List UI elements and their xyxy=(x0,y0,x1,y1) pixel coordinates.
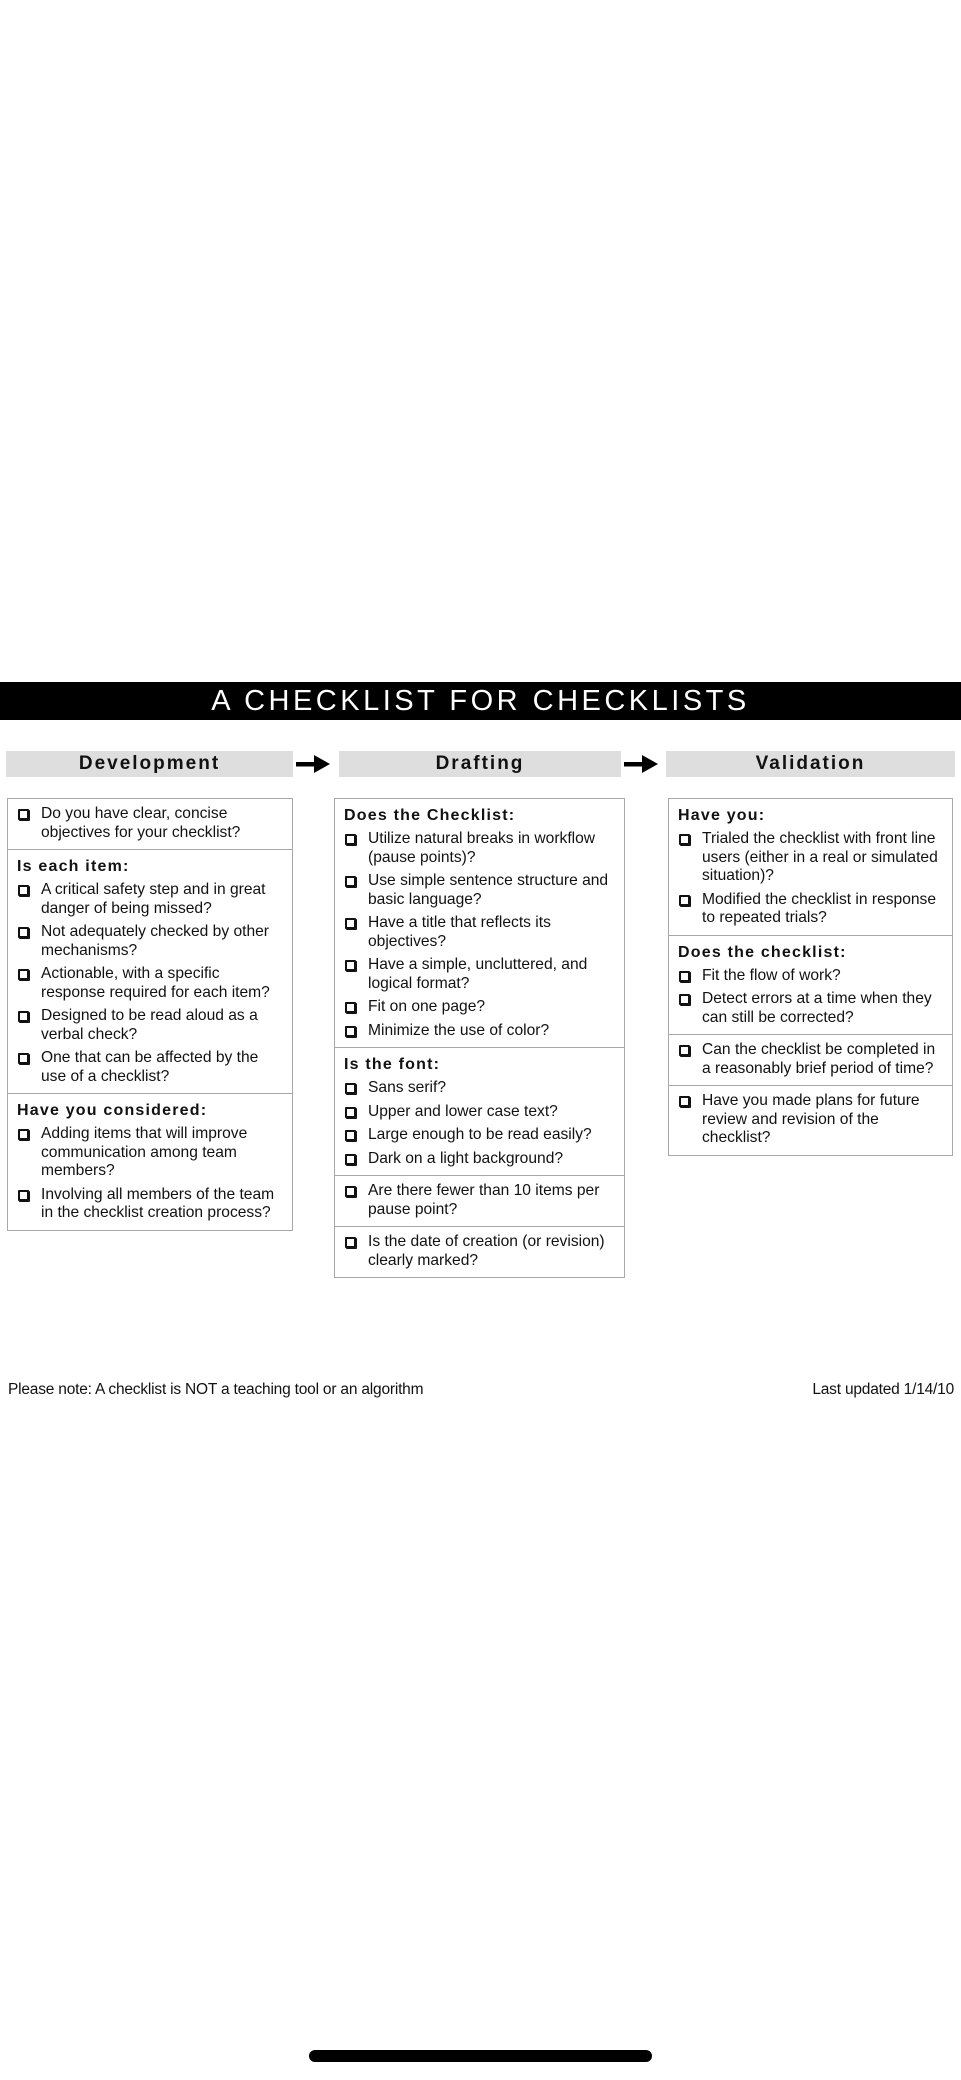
checkbox-icon[interactable] xyxy=(18,969,29,980)
checkbox-icon[interactable] xyxy=(679,1096,690,1107)
drafting-section-font xyxy=(335,1048,624,1176)
checklist-item[interactable]: Use simple sentence structure and basic language? xyxy=(343,872,616,909)
checklist-item[interactable]: Can the checklist be completed in a reasonably brief period of time? xyxy=(677,1041,944,1078)
drafting-section-date xyxy=(335,1227,624,1277)
phase-header-validation: Validation xyxy=(666,751,955,777)
checklist-item[interactable]: Do you have clear, concise objectives for your checklist? xyxy=(16,805,284,842)
drafting-column xyxy=(334,798,625,1278)
validation-section-have-you xyxy=(669,799,952,936)
checklist-item[interactable]: Have a title that reflects its objectives? xyxy=(343,914,616,951)
footer-note: Please note: A checklist is NOT a teaching tool or an algorithm xyxy=(8,1381,424,1398)
checkbox-icon[interactable] xyxy=(679,971,690,982)
checklist-item[interactable]: Is the date of creation (or revision) clearly marked? xyxy=(343,1233,616,1270)
checkbox-icon[interactable] xyxy=(345,960,356,971)
checklist-item[interactable]: Involving all members of the team in the checklist creation process? xyxy=(16,1186,284,1223)
phase-header-drafting: Drafting xyxy=(339,751,621,777)
checklist-item[interactable]: Are there fewer than 10 items per pause point? xyxy=(343,1182,616,1219)
checklist-item[interactable]: Fit on one page? xyxy=(343,998,616,1017)
section-heading: Does the Checklist: xyxy=(344,807,516,824)
validation-section-does-the-checklist xyxy=(669,936,952,1036)
right-arrow-icon xyxy=(294,754,332,774)
checklist-item[interactable]: Large enough to be read easily? xyxy=(343,1126,616,1145)
validation-section-review xyxy=(669,1086,952,1155)
checkbox-icon[interactable] xyxy=(679,994,690,1005)
checklist-item[interactable]: Sans serif? xyxy=(343,1079,616,1098)
checklist-item[interactable]: Designed to be read aloud as a verbal check? xyxy=(16,1007,284,1044)
checkbox-icon[interactable] xyxy=(679,895,690,906)
checkbox-icon[interactable] xyxy=(18,885,29,896)
checkbox-icon[interactable] xyxy=(345,1237,356,1248)
section-heading: Does the checklist: xyxy=(678,943,847,961)
checklist-item[interactable]: Actionable, with a specific response required for each item? xyxy=(16,965,284,1002)
checklist-item[interactable]: Adding items that will improve communication among team members? xyxy=(16,1125,284,1181)
checklist-item[interactable]: Not adequately checked by other mechanisms? xyxy=(16,923,284,960)
checkbox-icon[interactable] xyxy=(345,1130,356,1141)
page-title: A CHECKLIST FOR CHECKLISTS xyxy=(0,682,961,720)
checkbox-icon[interactable] xyxy=(679,1045,690,1056)
checklist-item[interactable]: Detect errors at a time when they can still be corrected? xyxy=(677,990,944,1027)
section-heading: Have you: xyxy=(678,807,766,824)
checkbox-icon[interactable] xyxy=(345,876,356,887)
checkbox-icon[interactable] xyxy=(18,1190,29,1201)
development-column xyxy=(7,798,293,1231)
checkbox-icon[interactable] xyxy=(18,809,29,820)
section-heading: Have you considered: xyxy=(17,1102,208,1119)
checkbox-icon[interactable] xyxy=(679,834,690,845)
checkbox-icon[interactable] xyxy=(345,1107,356,1118)
development-section-considered xyxy=(8,1094,292,1230)
validation-section-duration xyxy=(669,1035,952,1086)
drafting-section-checklist xyxy=(335,799,624,1048)
drafting-section-pause-points xyxy=(335,1176,624,1227)
checkbox-icon[interactable] xyxy=(345,1026,356,1037)
checkbox-icon[interactable] xyxy=(345,1186,356,1197)
checklist-item[interactable]: Upper and lower case text? xyxy=(343,1103,616,1122)
checklist-item[interactable]: Minimize the use of color? xyxy=(343,1022,616,1041)
checkbox-icon[interactable] xyxy=(18,1011,29,1022)
checklist-item[interactable]: Modified the checklist in response to repeated trials? xyxy=(677,891,944,928)
checklist-item[interactable]: Have you made plans for future review and revision of the checklist? xyxy=(677,1092,944,1148)
development-section-each-item xyxy=(8,850,292,1094)
checkbox-icon[interactable] xyxy=(18,1129,29,1140)
checklist-item[interactable]: Trialed the checklist with front line users (either in a real or simulated situation)? xyxy=(677,830,944,886)
checkbox-icon[interactable] xyxy=(18,1053,29,1064)
section-heading: Is each item: xyxy=(17,858,130,875)
checklist-item[interactable]: Fit the flow of work? xyxy=(677,967,944,986)
checkbox-icon[interactable] xyxy=(345,918,356,929)
checkbox-icon[interactable] xyxy=(345,1083,356,1094)
checklist-item[interactable]: A critical safety step and in great danger of being missed? xyxy=(16,881,284,918)
checklist-item[interactable]: Dark on a light background? xyxy=(343,1150,616,1169)
validation-column xyxy=(668,798,953,1156)
development-section-objectives xyxy=(8,799,292,850)
checklist-item[interactable]: Utilize natural breaks in workflow (pause points)? xyxy=(343,830,616,867)
checkbox-icon[interactable] xyxy=(18,927,29,938)
checkbox-icon[interactable] xyxy=(345,1154,356,1165)
home-indicator[interactable] xyxy=(309,2050,652,2062)
phase-header-development: Development xyxy=(6,751,293,777)
checkbox-icon[interactable] xyxy=(345,1002,356,1013)
checklist-item[interactable]: Have a simple, uncluttered, and logical format? xyxy=(343,956,616,993)
last-updated-date: Last updated 1/14/10 xyxy=(812,1381,954,1398)
section-heading: Is the font: xyxy=(344,1056,441,1073)
right-arrow-icon xyxy=(622,754,660,774)
checkbox-icon[interactable] xyxy=(345,834,356,845)
checklist-item[interactable]: One that can be affected by the use of a checklist? xyxy=(16,1049,284,1086)
